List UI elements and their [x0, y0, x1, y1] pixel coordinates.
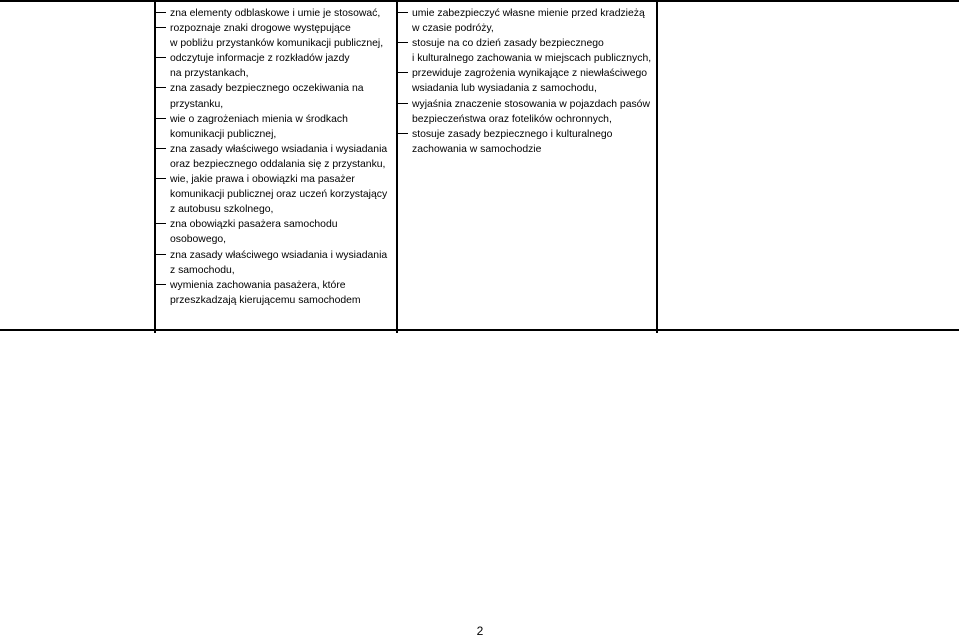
list-item-text: stosuje zasady bezpiecznego i kulturalnego: [412, 128, 613, 140]
list-item-text: wymienia zachowania pasażera, które: [170, 279, 346, 291]
list-item: [397, 127, 655, 157]
dash-bullet-icon: [397, 103, 408, 104]
list-item-text: wie o zagrożeniach mienia w środkach: [170, 113, 348, 125]
list-item-text: oraz bezpiecznego oddalania się z przystanku,: [170, 158, 386, 170]
list-item-text: wsiadania lub wysiadania z samochodu,: [412, 83, 597, 95]
dash-bullet-icon: [155, 87, 166, 88]
list-item-text: stosuje na co dzień zasady bezpiecznego: [412, 38, 604, 50]
list-item-text: komunikacji publicznej oraz uczeń korzystający: [170, 189, 388, 201]
dash-bullet-icon: [155, 57, 166, 58]
list-item-text: zachowania w samochodzie: [412, 143, 542, 155]
list-item: [397, 66, 655, 96]
dash-bullet-icon: [155, 284, 166, 285]
list-item-text: wie, jakie prawa i obowiązki ma pasażer: [170, 174, 355, 186]
list-item-text: przeszkadzają kierującemu samochodem: [170, 294, 361, 306]
list-item: [397, 97, 655, 127]
list-item: [397, 36, 655, 66]
dash-bullet-icon: [397, 12, 408, 13]
list-item-text: na przystankach,: [170, 68, 249, 80]
list-item-text: z samochodu,: [170, 264, 235, 276]
list-item-text: wyjaśnia znaczenie stosowania w pojazdach pasów: [412, 98, 650, 110]
dash-bullet-icon: [397, 42, 408, 43]
dash-bullet-icon: [155, 178, 166, 179]
page-number: 2: [476, 624, 484, 638]
list-item-text: zna zasady bezpiecznego oczekiwania na: [170, 83, 364, 95]
list-item: [155, 278, 395, 308]
list-item: [155, 172, 395, 217]
list-item: [397, 6, 655, 36]
dash-bullet-icon: [155, 12, 166, 13]
list-item-text: osobowego,: [170, 234, 227, 246]
list-item-text: w czasie podróży,: [412, 23, 494, 35]
list-item-text: umie zabezpieczyć własne mienie przed kradzieżą: [412, 8, 645, 19]
list-item: [155, 248, 395, 278]
list-item-text: komunikacji publicznej,: [170, 128, 277, 140]
list-item: [155, 6, 395, 21]
dash-bullet-icon: [397, 133, 408, 134]
dash-bullet-icon: [155, 148, 166, 149]
list-item-text: przewiduje zagrożenia wynikające z niewłaściwego: [412, 68, 648, 80]
list-item-text: zna elementy odblaskowe i umie je stosować,: [170, 8, 381, 19]
dash-bullet-icon: [155, 254, 166, 255]
list-item-text: bezpieczeństwa oraz fotelików ochronnych,: [412, 113, 612, 125]
list-item: [155, 217, 395, 247]
column-divider: [656, 2, 658, 333]
list-item: [155, 81, 395, 111]
list-item-text: odczytuje informacje z rozkładów jazdy: [170, 53, 350, 65]
list-item-text: rozpoznaje znaki drogowe występujące: [170, 23, 351, 35]
dash-bullet-icon: [155, 118, 166, 119]
list-item-text: zna zasady właściwego wsiadania i wysiadania: [170, 249, 388, 261]
dash-bullet-icon: [155, 223, 166, 224]
dash-bullet-icon: [397, 72, 408, 73]
dash-bullet-icon: [155, 27, 166, 28]
list-item: [155, 21, 395, 51]
table-cell-column-2: [155, 6, 395, 308]
list-item: [155, 51, 395, 81]
list-item-text: i kulturalnego zachowania w miejscach publicznych,: [412, 53, 652, 65]
list-item: [155, 112, 395, 142]
list-item-text: w pobliżu przystanków komunikacji publicznej,: [170, 38, 384, 50]
list-item-text: zna zasady właściwego wsiadania i wysiadania: [170, 143, 388, 155]
list-item-text: z autobusu szkolnego,: [170, 204, 274, 216]
list-item-text: zna obowiązki pasażera samochodu: [170, 219, 338, 231]
list-item: [155, 142, 395, 172]
table-cell-column-3: [397, 6, 655, 157]
list-item-text: przystanku,: [170, 98, 224, 110]
